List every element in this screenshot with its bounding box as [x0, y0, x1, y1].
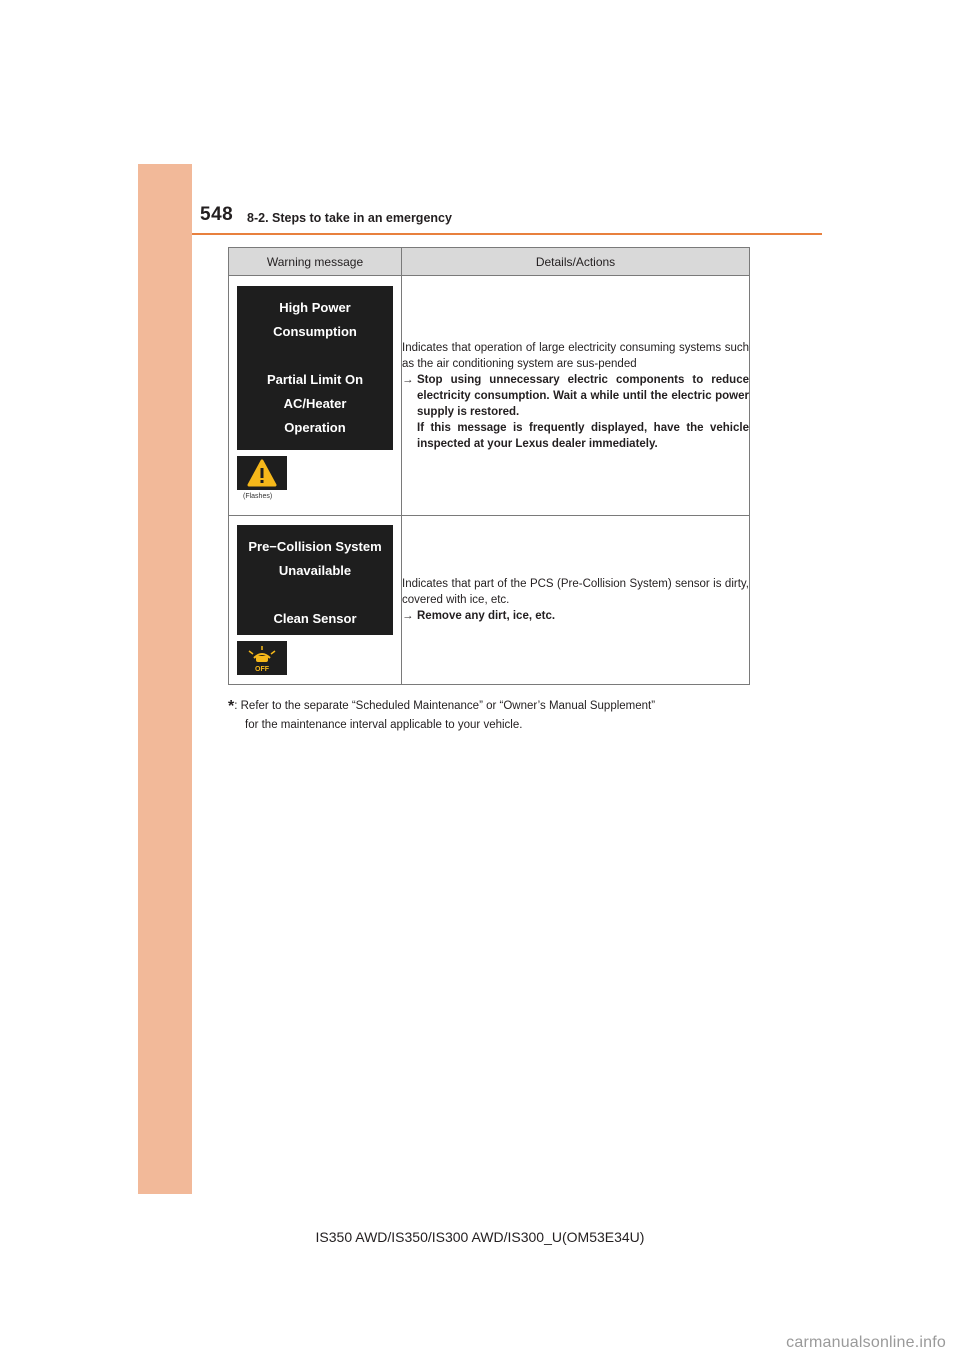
action-main: Remove any dirt, ice, etc.	[417, 610, 556, 622]
display-gap	[237, 583, 393, 607]
action-text	[402, 608, 749, 624]
section-title: 8-2. Steps to take in an emergency	[247, 211, 452, 225]
display-line: Unavailable	[278, 563, 352, 578]
footnote	[228, 697, 748, 734]
page-number: 548	[200, 204, 234, 225]
chapter-side-bar	[138, 164, 192, 1194]
detail-text: Indicates that part of the PCS (Pre-Collision System) sensor is dirty, covered with ice, etc.	[402, 578, 749, 606]
action-extra-text: If this message is frequently displayed, have the vehicle inspected at your Lexus dealer immediately.	[417, 421, 749, 450]
pcs-off-icon	[237, 641, 287, 675]
watermark-link[interactable]: carmanualsonline.info	[786, 1334, 946, 1351]
details-cell	[402, 516, 750, 685]
message-cell	[229, 516, 402, 685]
display-line: AC/Heater	[283, 396, 347, 411]
footnote-star: *	[228, 698, 235, 715]
footnote-text-1: : Refer to the separate “Scheduled Maintenance” or “Owner’s Manual Supplement”	[234, 700, 656, 712]
header-warning-message: Warning message	[229, 248, 402, 276]
display-line: Partial Limit On	[266, 372, 364, 387]
pcs-off-label: OFF	[255, 666, 269, 673]
display-line: Consumption	[273, 324, 357, 339]
header-rule	[192, 233, 822, 235]
header-details-actions: Details/Actions	[402, 248, 750, 276]
display-line: Pre−Collision System	[248, 539, 382, 554]
display-line: High Power	[279, 300, 351, 315]
detail-text: Indicates that operation of large electricity consuming systems such as the air conditioning system are sus-pended	[402, 341, 749, 370]
footnote-text-2: for the maintenance interval applicable to your vehicle.	[245, 719, 523, 731]
action-main: Stop using unnecessary electric components to reduce electricity consumption. Wait a while until the electric power supply is restored.	[417, 373, 749, 418]
warning-triangle-icon	[237, 456, 287, 490]
display-line: Operation	[284, 420, 346, 435]
icon-note: (Flashes)	[243, 493, 273, 500]
display-line: Clean Sensor	[273, 611, 357, 626]
table-row	[229, 276, 750, 516]
message-cell	[229, 276, 402, 516]
multi-info-display-message	[237, 286, 393, 450]
table-row	[229, 516, 750, 685]
warning-message-table	[228, 247, 750, 685]
multi-info-display-message	[237, 525, 393, 635]
table-header-row	[229, 248, 750, 276]
action-text	[402, 372, 749, 420]
arrow-icon: →	[402, 373, 414, 386]
footer-model-code: IS350 AWD/IS350/IS300 AWD/IS300_U(OM53E34U)	[315, 1229, 645, 1245]
display-gap	[237, 344, 393, 368]
details-cell	[402, 276, 750, 516]
arrow-icon: →	[402, 610, 414, 622]
